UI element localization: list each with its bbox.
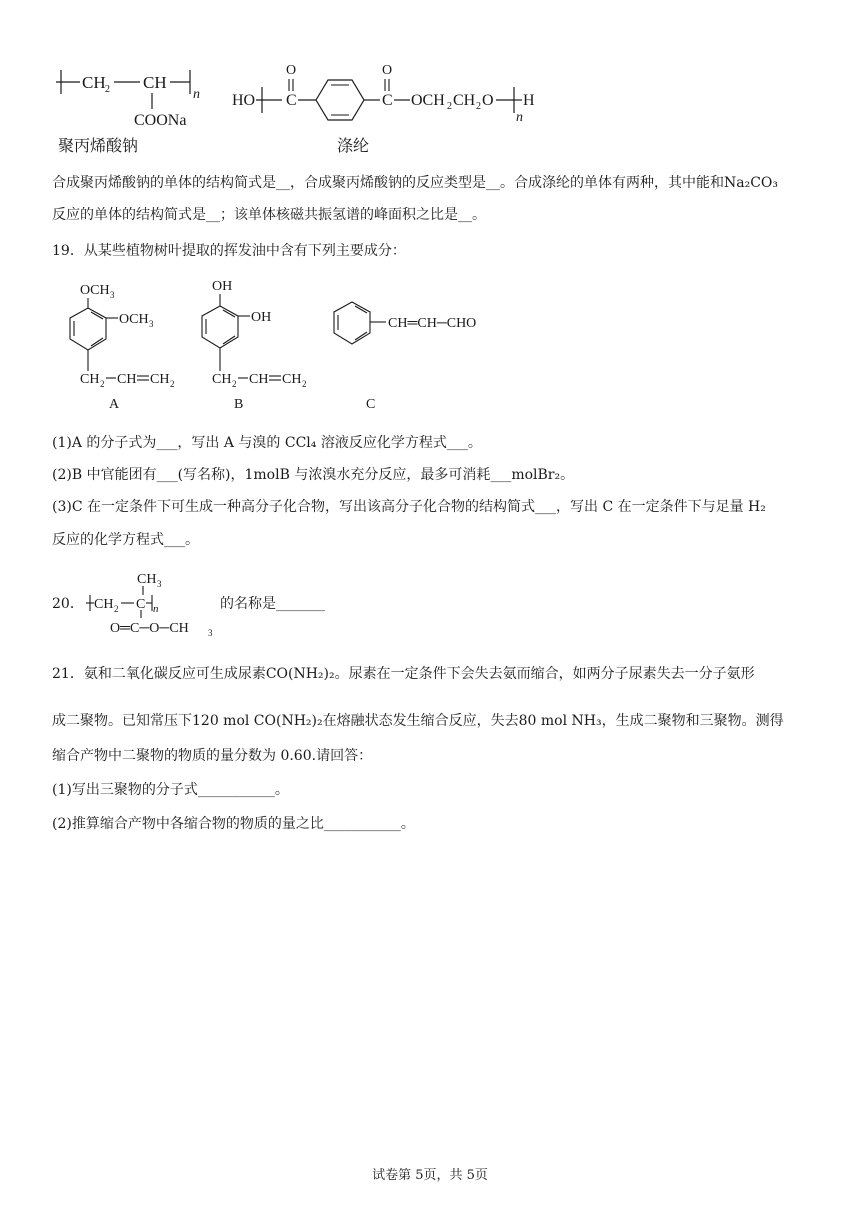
c-label: C xyxy=(366,397,376,412)
polyacrylate-structure xyxy=(52,62,222,142)
compound-b-structure xyxy=(192,276,342,416)
q20-c: C xyxy=(136,597,146,612)
ch-sub-2: 2 xyxy=(476,101,481,112)
b-oh-side: OH xyxy=(251,310,272,325)
q18-line2: 反应的单体的结构简式是__；该单体核磁共振氢谱的峰面积之比是__。 xyxy=(52,207,486,223)
q21-part1: (1)写出三聚物的分子式___________。 xyxy=(52,782,289,798)
q19-part3a: (3)C 在一定条件下可生成一种高分子化合物，写出该高分子化合物的结构简式___，写出 C 在一定条件下与足量 H₂ xyxy=(52,499,766,515)
b-chain-end: CH xyxy=(282,372,302,387)
q19-part3b: 反应的化学方程式___。 xyxy=(52,532,199,548)
q20-number: 20． xyxy=(52,596,84,612)
compound-c-structure xyxy=(328,300,508,416)
och-text: OCH xyxy=(411,92,445,109)
compound-a-svg xyxy=(60,276,210,416)
q21-line1: 21．氨和二氧化碳反应可生成尿素CO(NH₂)₂。尿素在一定条件下会失去氨而缩合，如两分子尿素失去一分子氨形 xyxy=(52,666,755,682)
a-chain-ch: CH xyxy=(117,372,137,387)
q21-line2: 成二聚物。已知常压下120 mol CO(NH₂)₂在熔融状态发生缩合反应，失去80 mol NH₃，生成二聚物和三聚物。测得 xyxy=(52,713,784,729)
q20-ch2: CH xyxy=(94,597,114,612)
b-chain-ch2: CH xyxy=(212,372,232,387)
q21-line3: 缩合产物中二聚物的物质的量分数为 0.60.请回答： xyxy=(52,748,373,764)
och-sub: 2 xyxy=(447,101,452,112)
q20-ch3: CH xyxy=(137,572,157,587)
h-text: H xyxy=(523,92,535,109)
q19-part1: (1)A 的分子式为___，写出 A 与溴的 CCl₄ 溶液反应化学方程式___。 xyxy=(52,435,482,451)
ho-text: HO xyxy=(232,92,256,109)
pmma-svg xyxy=(86,566,226,642)
ch2-text: CH xyxy=(82,73,106,92)
o1-text: O xyxy=(286,63,297,78)
c2-text: C xyxy=(382,92,393,109)
compound-a-structure xyxy=(60,276,210,416)
dacron-structure xyxy=(230,58,560,138)
b-label: B xyxy=(234,397,244,412)
b-chain-ch2-sub: 2 xyxy=(232,379,237,389)
c1-text: C xyxy=(286,92,297,109)
q20-ester: O═C─O─CH xyxy=(110,621,189,636)
a-label: A xyxy=(109,397,120,412)
o3-text: O xyxy=(482,92,494,109)
q20-ch2-sub: 2 xyxy=(114,604,119,614)
a-och3-side-sub: 3 xyxy=(149,319,154,329)
b-chain-ch: CH xyxy=(249,372,269,387)
q20-ch3-sub: 3 xyxy=(157,579,162,589)
a-chain-ch2: CH xyxy=(80,372,100,387)
dacron-svg xyxy=(230,58,560,138)
c-chain: CH═CH─CHO xyxy=(388,316,477,331)
compound-b-svg xyxy=(192,276,342,416)
a-och3-top-sub: 3 xyxy=(110,290,115,300)
q20-ester-sub: 3 xyxy=(208,628,213,638)
a-chain-end-sub: 2 xyxy=(170,379,175,389)
coona-text: COONa xyxy=(134,112,187,129)
n-subscript: n xyxy=(193,87,200,102)
o2-text: O xyxy=(382,63,393,78)
n-subscript-2: n xyxy=(516,110,523,125)
a-chain-end: CH xyxy=(150,372,170,387)
page-footer: 试卷第 5页，共 5页 xyxy=(372,1168,488,1183)
q19-part2: (2)B 中官能团有___(写名称)，1molB 与浓溴水充分反应，最多可消耗___molBr₂。 xyxy=(52,467,575,483)
ch2-sub: 2 xyxy=(105,84,110,95)
a-chain-ch2-sub: 2 xyxy=(100,379,105,389)
q18-line1: 合成聚丙烯酸钠的单体的结构简式是__，合成聚丙烯酸钠的反应类型是__。合成涤纶的单体有两种，其中能和Na₂CO₃ xyxy=(52,175,779,191)
b-chain-end-sub: 2 xyxy=(302,379,307,389)
q21-part2: (2)推算缩合产物中各缩合物的物质的量之比___________。 xyxy=(52,816,415,832)
b-oh-top: OH xyxy=(212,279,233,294)
dacron-caption: 涤纶 xyxy=(337,136,370,155)
q20-n: n xyxy=(153,603,159,615)
a-och3-top: OCH xyxy=(80,283,110,298)
ch-text-2: CH xyxy=(453,92,476,109)
a-och3-side: OCH xyxy=(119,312,149,327)
pmma-structure xyxy=(86,566,226,642)
polyacrylate-caption: 聚丙烯酸钠 xyxy=(58,136,139,155)
polyacrylate-svg xyxy=(52,62,222,142)
ch-text: CH xyxy=(143,73,167,92)
q20-question: 的名称是_______ xyxy=(220,596,325,612)
q19-intro: 19．从某些植物树叶提取的挥发油中含有下列主要成分： xyxy=(52,243,406,259)
compound-c-svg xyxy=(328,300,508,416)
